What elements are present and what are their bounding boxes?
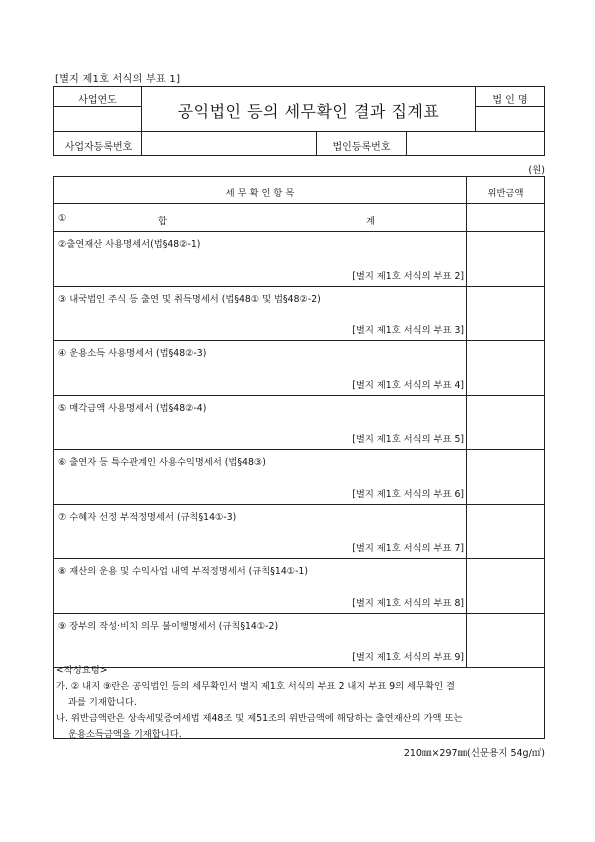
row-label: ⑨ 장부의 작성·비치 의무 불이행명세서 (규칙§14①-2) (58, 620, 279, 632)
corp-name-value[interactable] (476, 107, 544, 131)
instruction-b-line2: 운용소득금액을 기재합니다. (68, 729, 182, 740)
row-reference: [별지 제1호 서식의 부표 9] (352, 652, 464, 663)
row-label: ④ 운용소득 사용명세서 (법§48②-3) (58, 348, 207, 359)
unit-label: (원) (528, 165, 545, 176)
row-reference: [별지 제1호 서식의 부표 4] (352, 379, 464, 391)
row-label: ⑤ 매각금액 사용명세서 (법§48②-4) (58, 402, 207, 414)
row-reference: [별지 제1호 서식의 부표 2] (352, 270, 464, 282)
table-row (54, 287, 544, 342)
row-label: ⑥ 출연자 등 특수관계인 사용수익명세서 (법§48③) (58, 457, 266, 468)
header-box (53, 86, 545, 156)
row-label: ②출연재산 사용명세서(법§48②-1) (58, 239, 201, 250)
row-reference: [별지 제1호 서식의 부표 6] (352, 488, 464, 500)
row-label: ③ 내국법인 주식 등 출연 및 취득명세서 (법§48① 및 법§48②-2) (58, 293, 321, 305)
total-label-a: 합 (158, 216, 167, 227)
table-row (54, 614, 544, 669)
year-label: 사업연도 (78, 95, 117, 106)
form-title: 공익법인 등의 세무확인 결과 집계표 (177, 102, 440, 121)
row-amount-cell[interactable] (466, 559, 544, 613)
table-row (54, 559, 544, 614)
row-reference: [별지 제1호 서식의 부표 3] (352, 325, 464, 336)
business-number-value[interactable] (142, 132, 316, 156)
corp-name-label: 법 인 명 (492, 95, 528, 106)
table-row (54, 341, 544, 396)
total-amount[interactable] (466, 204, 544, 231)
table-row (54, 396, 544, 451)
row-amount-cell[interactable] (466, 505, 544, 559)
form-caption: [별지 제1호 서식의 부표 1] (55, 74, 181, 85)
main-table (53, 176, 545, 739)
row-label: ⑧ 재산의 운용 및 수익사업 내역 부적정명세서 (규칙§14①-1) (58, 566, 308, 577)
total-number: ① (58, 213, 67, 224)
instruction-a-line2: 과를 기재합니다. (68, 697, 137, 708)
row-amount-cell[interactable] (466, 396, 544, 450)
total-row (54, 204, 544, 232)
row-amount-cell[interactable] (466, 614, 544, 668)
table-row (54, 450, 544, 505)
instruction-b-line1: 나. 위반금액란은 상속세및증여세법 제48조 및 제51조의 위반금액에 해당하는 출연재산의 가액 또는 (56, 713, 463, 724)
corp-number-label: 법인등록번호 (332, 142, 391, 153)
row-reference: [별지 제1호 서식의 부표 8] (352, 597, 464, 609)
instructions-heading: <작성요령> (56, 665, 108, 676)
row-amount-cell[interactable] (466, 341, 544, 395)
row-amount-cell[interactable] (466, 450, 544, 504)
col-amount-header: 위반금액 (487, 188, 524, 199)
row-reference: [별지 제1호 서식의 부표 7] (352, 543, 464, 554)
total-label-b: 계 (366, 216, 375, 227)
table-header-row (54, 177, 544, 204)
row-reference: [별지 제1호 서식의 부표 5] (352, 434, 464, 445)
row-amount-cell[interactable] (466, 287, 544, 341)
business-number-label: 사업자등록번호 (64, 142, 133, 153)
instructions (54, 663, 544, 743)
table-row (54, 505, 544, 560)
paper-spec: 210㎜×297㎜(신문용지 54g/㎡) (403, 748, 545, 759)
table-row (54, 232, 544, 287)
col-item-header: 세 무 확 인 항 목 (225, 188, 295, 199)
corp-number-value[interactable] (407, 132, 544, 156)
instruction-a-line1: 가. ② 내지 ⑨란은 공익법인 등의 세무확인서 별지 제1호 서식의 부표 2 내지 부표 9의 세무확인 결 (56, 681, 455, 692)
row-label: ⑦ 수혜자 선정 부적정명세서 (규칙§14①-3) (58, 511, 237, 523)
year-value[interactable] (54, 107, 141, 131)
row-amount-cell[interactable] (466, 232, 544, 286)
